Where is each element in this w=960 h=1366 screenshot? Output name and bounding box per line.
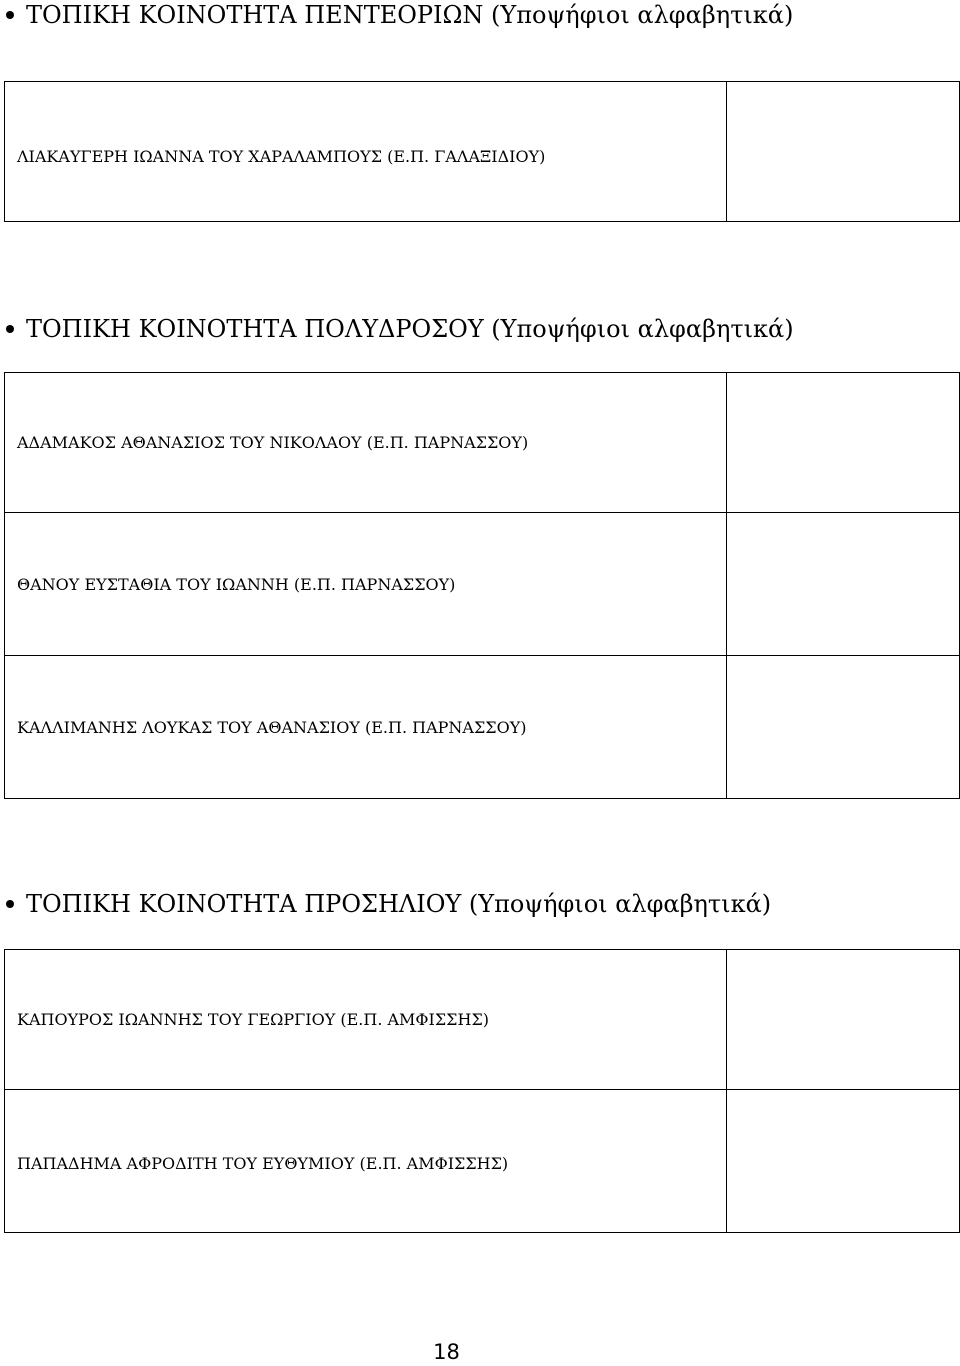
- candidates-table-penteorion: [4, 81, 960, 222]
- bullet-icon: [6, 900, 14, 908]
- table-row: [5, 656, 960, 799]
- page-number: 18: [433, 1340, 460, 1364]
- vote-box[interactable]: [727, 950, 960, 1090]
- section-heading-text: ΤΟΠΙΚΗ ΚΟΙΝΟΤΗΤΑ ΠΕΝΤΕΟΡΙΩΝ (Υποψήφιοι αλφαβητικά): [26, 1, 794, 29]
- section-heading-prosiliou: [0, 889, 771, 919]
- candidate-name: ΛΙΑΚΑΥΓΕΡΗ ΙΩΑΝΝΑ ΤΟΥ ΧΑΡΑΛΑΜΠΟΥΣ (Ε.Π. ΓΑΛΑΞΙΔΙΟΥ): [5, 82, 727, 222]
- candidate-name: ΠΑΠΑΔΗΜΑ ΑΦΡΟΔΙΤΗ ΤΟΥ ΕΥΘΥΜΙΟΥ (Ε.Π. ΑΜΦΙΣΣΗΣ): [5, 1090, 727, 1233]
- bullet-icon: [6, 11, 14, 19]
- bullet-icon: [6, 325, 14, 333]
- section-heading-penteorion: [0, 0, 793, 30]
- vote-box[interactable]: [727, 656, 960, 799]
- section-heading-polydrosou: [0, 314, 794, 344]
- table-row: [5, 513, 960, 656]
- section-heading-text: ΤΟΠΙΚΗ ΚΟΙΝΟΤΗΤΑ ΠΡΟΣΗΛΙΟΥ (Υποψήφιοι αλφαβητικά): [26, 890, 772, 918]
- candidate-name: ΚΑΛΛΙΜΑΝΗΣ ΛΟΥΚΑΣ ΤΟΥ ΑΘΑΝΑΣΙΟΥ (Ε.Π. ΠΑΡΝΑΣΣΟΥ): [5, 656, 727, 799]
- candidates-table-polydrosou: [4, 372, 960, 799]
- vote-box[interactable]: [727, 373, 960, 513]
- table-row: [5, 1090, 960, 1233]
- table-row: [5, 373, 960, 513]
- vote-box[interactable]: [727, 82, 960, 222]
- vote-box[interactable]: [727, 513, 960, 656]
- candidates-table-prosiliou: [4, 949, 960, 1233]
- candidate-name: ΘΑΝΟΥ ΕΥΣΤΑΘΙΑ ΤΟΥ ΙΩΑΝΝΗ (Ε.Π. ΠΑΡΝΑΣΣΟΥ): [5, 513, 727, 656]
- table-row: [5, 950, 960, 1090]
- candidate-name: ΑΔΑΜΑΚΟΣ ΑΘΑΝΑΣΙΟΣ ΤΟΥ ΝΙΚΟΛΑΟΥ (Ε.Π. ΠΑΡΝΑΣΣΟΥ): [5, 373, 727, 513]
- vote-box[interactable]: [727, 1090, 960, 1233]
- section-heading-text: ΤΟΠΙΚΗ ΚΟΙΝΟΤΗΤΑ ΠΟΛΥΔΡΟΣΟΥ (Υποψήφιοι αλφαβητικά): [26, 315, 794, 343]
- table-row: [5, 82, 960, 222]
- candidate-name: ΚΑΠΟΥΡΟΣ ΙΩΑΝΝΗΣ ΤΟΥ ΓΕΩΡΓΙΟΥ (Ε.Π. ΑΜΦΙΣΣΗΣ): [5, 950, 727, 1090]
